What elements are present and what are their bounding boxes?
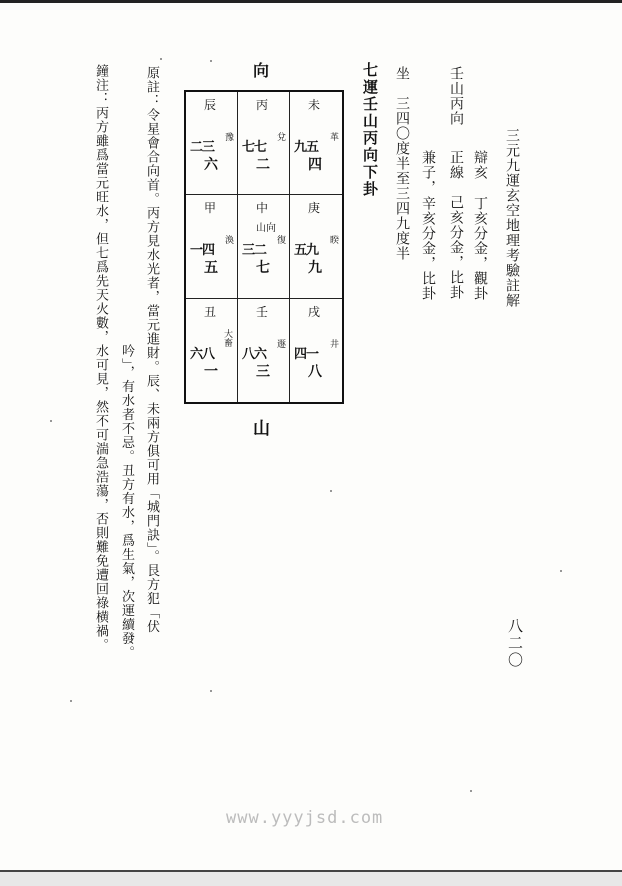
cell-period: 八	[308, 363, 322, 380]
scan-speck	[160, 58, 162, 60]
cell-name: 辰	[204, 98, 217, 112]
cell-stars: 二三	[190, 140, 215, 155]
grid-cell-xu	[290, 299, 342, 402]
flying-star-grid	[184, 90, 344, 404]
cell-period: 九	[308, 260, 322, 277]
watermark-url: www.yyyjsd.com	[226, 808, 384, 828]
cell-mountain-facing-mark: 山向	[256, 223, 276, 235]
grid-cell-wei	[290, 92, 342, 195]
cell-stars: 四一	[294, 346, 319, 362]
cell-hexagram: 井	[329, 339, 339, 350]
scan-bottom-edge	[0, 870, 622, 886]
grid-cell-chen	[186, 92, 238, 195]
cell-period: 五	[204, 260, 218, 277]
scan-speck	[560, 570, 562, 572]
cell-hexagram: 兌	[276, 133, 286, 143]
cell-hexagram: 渙	[224, 236, 234, 247]
cell-period: 六	[204, 157, 218, 173]
cell-hexagram: 豫	[224, 133, 234, 143]
cell-period: 一	[204, 363, 218, 380]
cell-name: 甲	[204, 201, 217, 216]
book-title: 三元九運玄空地理考驗註解	[504, 128, 520, 308]
text-column-c: 辛亥分金，比卦	[420, 196, 436, 301]
scan-speck	[330, 490, 332, 492]
text-column-b: 正線 己亥分金，比卦	[448, 150, 464, 300]
col-c-top: 兼子，	[420, 150, 436, 195]
scan-speck	[70, 700, 72, 702]
grid-cell-jia	[186, 195, 238, 298]
cell-period: 四	[308, 157, 322, 173]
cell-hexagram: 革	[329, 133, 339, 143]
cell-name: 丙	[256, 98, 269, 112]
sitting-label: 山	[253, 419, 270, 439]
scan-speck	[210, 60, 212, 62]
text-column-d: 坐 三四〇度半至三四九度半	[394, 66, 410, 261]
cell-hexagram: 睽	[329, 236, 339, 247]
original-note-line-1: 原註：令星會合向首。丙方見水光者，當元進財。辰、未兩方俱可用「城門訣」。艮方犯「伏	[144, 66, 159, 634]
scan-speck	[50, 420, 52, 422]
col-a-top: 辯亥	[472, 150, 488, 180]
text-column-a: 丁亥分金，觀卦	[472, 196, 488, 301]
scan-speck	[210, 690, 212, 692]
cell-stars: 五九	[294, 243, 319, 259]
cell-hexagram: 大畜	[222, 328, 232, 347]
grid-cell-chou	[186, 299, 238, 402]
cell-period: 七	[256, 260, 270, 277]
cell-name: 丑	[204, 304, 217, 319]
cell-stars: 三二	[242, 243, 267, 259]
grid-cell-bing	[238, 92, 290, 195]
cell-hexagram: 復	[276, 236, 286, 247]
scan-top-edge	[0, 0, 622, 3]
grid-cell-ren	[238, 299, 290, 402]
cell-stars: 一四	[190, 243, 215, 259]
original-note-line-2: 吟」，有水者不忌。丑方有水，爲生氣，次運續發。	[119, 344, 134, 660]
cell-period: 二	[256, 157, 270, 173]
cell-name: 戌	[308, 304, 321, 319]
col-b-top: 壬山丙向	[448, 66, 464, 126]
facing-label: 向	[253, 61, 270, 80]
cell-name: 中	[256, 201, 269, 216]
commentary-note: 鐘注：丙方雖爲當元旺水，但七爲先天火數，水可見，然不可湍急浩蕩，否則難免遭回祿横禍。	[93, 64, 108, 652]
cell-stars: 八六	[242, 346, 267, 362]
grid-cell-zhong	[238, 195, 290, 298]
page-number: 八二〇	[506, 618, 524, 669]
cell-name: 未	[308, 98, 321, 112]
cell-stars: 六八	[190, 346, 215, 362]
cell-period: 三	[256, 363, 270, 380]
cell-name: 壬	[256, 304, 269, 319]
cell-name: 庚	[308, 201, 321, 216]
chart-heading: 七運壬山丙向下卦	[361, 62, 379, 198]
cell-stars: 七七	[242, 140, 267, 155]
scan-speck	[470, 790, 472, 792]
cell-hexagram: 遯	[276, 339, 286, 350]
cell-stars: 九五	[294, 140, 319, 155]
grid-cell-geng	[290, 195, 342, 298]
